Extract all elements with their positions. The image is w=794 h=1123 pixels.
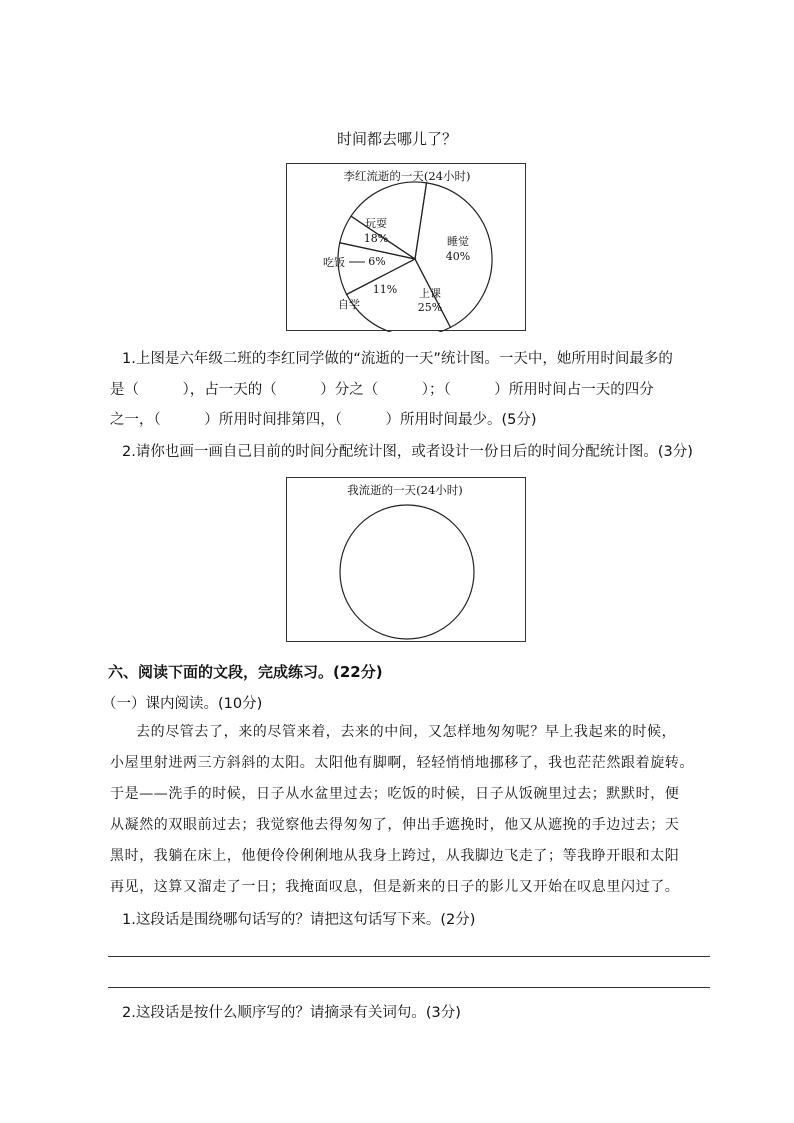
reading-paragraph-line: 再见，这算又溜走了一日；我掩面叹息，但是新来的日子的影儿又开始在叹息里闪过了。 bbox=[110, 879, 680, 895]
section-6-heading: 六、阅读下面的文段，完成练习。(22分) bbox=[108, 663, 383, 681]
reading-paragraph-line: 黑时，我躺在床上，他便伶伶俐俐地从我身上跨过，从我脚边飞走了；等我睁开眼和太阳 bbox=[110, 848, 680, 864]
reading-paragraph-line: 去的尽管去了，来的尽管来着，去来的中间，又怎样地匆匆呢？早上我起来的时候， bbox=[136, 724, 677, 740]
answer-line[interactable] bbox=[108, 956, 710, 957]
reading-paragraph-line: 于是——洗手的时候，日子从水盆里过去；吃饭的时候，日子从饭碗里过去；默默时，便 bbox=[110, 786, 680, 802]
slice-value-meal: 6% bbox=[368, 255, 386, 268]
reading-paragraph-line: 从凝然的双眼前过去；我觉察他去得匆匆了，伸出手遮挽时，他又从遮挽的手边过去；天 bbox=[110, 817, 680, 833]
reading-paragraph-line: 小屋里射进两三方斜斜的太阳。太阳他有脚啊，轻轻悄悄地挪移了，我也茫茫然跟着旋转。 bbox=[110, 755, 694, 771]
answer-line[interactable] bbox=[108, 987, 710, 988]
blank-chart-box[interactable] bbox=[286, 477, 526, 642]
section-6-subheading: （一）课内阅读。(10分) bbox=[102, 696, 263, 712]
question-1-line-2: 是（ ），占一天的（ ）分之（ ）；（ ）所用时间占一天的四分 bbox=[110, 382, 654, 398]
slice-label-sleep: 睡觉 bbox=[447, 235, 469, 248]
question-1-line-3: 之一，（ ）所用时间排第四，（ ）所用时间最少。(5分) bbox=[110, 412, 537, 428]
question-1-line-1: 1.上图是六年级二班的李红同学做的“流逝的一天”统计图。一天中，她所用时间最多的 bbox=[122, 351, 673, 367]
page-title: 时间都去哪儿了？ bbox=[336, 130, 457, 148]
slice-label-selfstudy: 自学 bbox=[338, 298, 360, 311]
pie-chart bbox=[287, 164, 527, 332]
blank-chart bbox=[287, 478, 527, 643]
slice-value-play: 18% bbox=[363, 232, 389, 245]
pie-chart-box bbox=[286, 163, 526, 331]
slice-value-sleep: 40% bbox=[445, 250, 471, 263]
slice-value-selfstudy: 11% bbox=[372, 283, 398, 296]
reading-question-2: 2.这段话是按什么顺序写的？请摘录有关词句。(3分) bbox=[122, 1005, 461, 1021]
slice-label-class: 上课 bbox=[419, 287, 441, 300]
chart-title: 李红流逝的一天(24小时) bbox=[343, 169, 471, 183]
blank-chart-title: 我流逝的一天(24小时) bbox=[347, 483, 463, 497]
slice-value-class: 25% bbox=[417, 301, 443, 314]
slice-label-play: 玩耍 bbox=[365, 217, 387, 230]
blank-pie-circle bbox=[340, 505, 474, 639]
slice-label-meal: 吃饭 bbox=[323, 256, 345, 269]
question-2: 2.请你也画一画自己目前的时间分配统计图，或者设计一份日后的时间分配统计图。(3分) bbox=[122, 444, 693, 460]
reading-question-1: 1.这段话是围绕哪句话写的？请把这句话写下来。(2分) bbox=[122, 912, 476, 928]
